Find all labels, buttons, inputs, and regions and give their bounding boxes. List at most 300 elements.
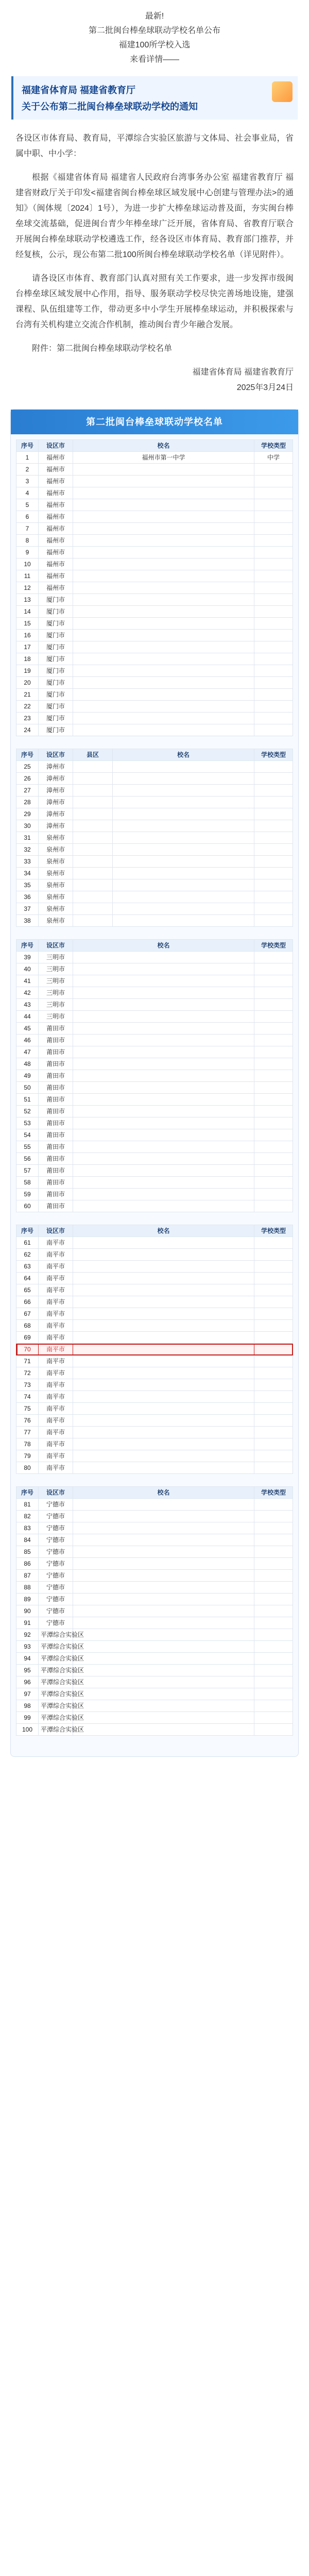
cell-seq: 71	[16, 1355, 39, 1367]
cell-city: 泉州市	[39, 844, 73, 856]
cell-city: 厦门市	[39, 724, 73, 736]
cell-city: 南平市	[39, 1296, 73, 1308]
cell-city: 三明市	[39, 987, 73, 999]
cell-city: 厦门市	[39, 713, 73, 724]
table-row	[16, 1641, 293, 1653]
cell-school	[73, 1676, 254, 1688]
cell-seq: 56	[16, 1153, 39, 1165]
cell-type	[254, 1511, 293, 1522]
table-row	[16, 1712, 293, 1724]
table-row	[16, 1165, 293, 1177]
cell-city: 泉州市	[39, 903, 73, 915]
header-type: 学校类型	[254, 1225, 293, 1237]
cell-school	[113, 761, 254, 773]
cell-school	[73, 1344, 254, 1355]
cell-school	[73, 1594, 254, 1605]
table-row	[16, 1046, 293, 1058]
cell-seq: 28	[16, 796, 39, 808]
cell-school	[73, 1379, 254, 1391]
cell-city: 福州市	[39, 558, 73, 570]
table-row	[16, 511, 293, 523]
cell-type	[254, 868, 293, 879]
cell-school	[73, 1284, 254, 1296]
cell-school	[113, 879, 254, 891]
cell-seq: 97	[16, 1688, 39, 1700]
cell-city: 泉州市	[39, 868, 73, 879]
cell-type	[254, 891, 293, 903]
cell-city: 漳州市	[39, 820, 73, 832]
cell-school	[73, 594, 254, 606]
table-row	[16, 1450, 293, 1462]
table-row	[16, 1153, 293, 1165]
cell-school	[73, 1070, 254, 1082]
table-row	[16, 1617, 293, 1629]
cell-seq: 61	[16, 1237, 39, 1249]
table-row	[16, 523, 293, 535]
cell-school	[73, 1700, 254, 1712]
cell-seq: 76	[16, 1415, 39, 1427]
cell-type	[254, 1427, 293, 1438]
cell-seq: 37	[16, 903, 39, 915]
cell-city: 莆田市	[39, 1058, 73, 1070]
cell-seq: 68	[16, 1320, 39, 1332]
cell-school	[73, 1237, 254, 1249]
cell-city: 莆田市	[39, 1046, 73, 1058]
cell-city: 泉州市	[39, 832, 73, 844]
cell-type	[254, 1534, 293, 1546]
cell-city: 宁德市	[39, 1534, 73, 1546]
table-row	[16, 464, 293, 476]
cell-school	[73, 1261, 254, 1273]
cell-type	[254, 1106, 293, 1117]
cell-school	[73, 1403, 254, 1415]
cell-city: 南平市	[39, 1355, 73, 1367]
table-row	[16, 999, 293, 1011]
table-row	[16, 1011, 293, 1023]
cell-city: 南平市	[39, 1320, 73, 1332]
cell-seq: 30	[16, 820, 39, 832]
table-row	[16, 487, 293, 499]
cell-city: 三明市	[39, 975, 73, 987]
cell-school	[73, 701, 254, 713]
cell-seq: 34	[16, 868, 39, 879]
table-row	[16, 1499, 293, 1511]
cell-school	[73, 1117, 254, 1129]
cell-city: 厦门市	[39, 618, 73, 630]
cell-seq: 74	[16, 1391, 39, 1403]
cell-county	[73, 879, 113, 891]
cell-school	[73, 689, 254, 701]
cell-city: 宁德市	[39, 1558, 73, 1570]
cell-seq: 4	[16, 487, 39, 499]
header-city: 设区市	[39, 440, 73, 452]
cell-county	[73, 773, 113, 785]
cell-seq: 22	[16, 701, 39, 713]
signature-org: 福建省体育局 福建省教育厅	[192, 368, 294, 377]
cell-city: 泉州市	[39, 856, 73, 868]
cell-seq: 73	[16, 1379, 39, 1391]
cell-city: 福州市	[39, 547, 73, 558]
cell-city: 宁德市	[39, 1605, 73, 1617]
cell-seq: 89	[16, 1594, 39, 1605]
table-row	[16, 1700, 293, 1712]
cell-city: 厦门市	[39, 701, 73, 713]
cell-type	[254, 987, 293, 999]
cell-type	[254, 1284, 293, 1296]
cell-school	[73, 1641, 254, 1653]
cell-type	[254, 1070, 293, 1082]
cell-school	[73, 677, 254, 689]
table-row	[16, 963, 293, 975]
table-row	[16, 1237, 293, 1249]
cell-type	[254, 1617, 293, 1629]
cell-school	[73, 1035, 254, 1046]
cell-seq: 70	[16, 1344, 39, 1355]
cell-seq: 67	[16, 1308, 39, 1320]
cell-seq: 8	[16, 535, 39, 547]
table-row	[16, 1141, 293, 1153]
table-row	[16, 641, 293, 653]
cell-city: 平潭综合实验区	[39, 1688, 73, 1700]
cell-type	[254, 1653, 293, 1665]
table-row	[16, 594, 293, 606]
cell-city: 南平市	[39, 1367, 73, 1379]
header-city: 设区市	[39, 1487, 73, 1499]
cell-type	[254, 1570, 293, 1582]
cell-type	[254, 796, 293, 808]
table-row	[16, 689, 293, 701]
cell-city: 福州市	[39, 570, 73, 582]
cell-school	[73, 464, 254, 476]
cell-school	[113, 785, 254, 796]
table-row	[16, 808, 293, 820]
cell-seq: 58	[16, 1177, 39, 1189]
cell-school	[73, 1558, 254, 1570]
table-row	[16, 1082, 293, 1094]
cell-city: 南平市	[39, 1438, 73, 1450]
cell-school	[73, 1094, 254, 1106]
cell-type	[254, 1450, 293, 1462]
table-row	[16, 653, 293, 665]
cell-city: 莆田市	[39, 1082, 73, 1094]
cell-type	[254, 713, 293, 724]
cell-seq: 50	[16, 1082, 39, 1094]
cell-type	[254, 879, 293, 891]
cell-school	[73, 1427, 254, 1438]
cell-school	[73, 1153, 254, 1165]
cell-school	[73, 487, 254, 499]
cell-seq: 33	[16, 856, 39, 868]
cell-county	[73, 785, 113, 796]
cell-type	[254, 1141, 293, 1153]
cell-seq: 54	[16, 1129, 39, 1141]
cell-school	[73, 606, 254, 618]
cell-city: 平潭综合实验区	[39, 1712, 73, 1724]
cell-type	[254, 641, 293, 653]
cell-seq: 10	[16, 558, 39, 570]
table-row	[16, 701, 293, 713]
table-row	[16, 1344, 293, 1355]
cell-seq: 98	[16, 1700, 39, 1712]
cell-type	[254, 487, 293, 499]
table-row	[16, 1284, 293, 1296]
cell-type	[254, 1415, 293, 1427]
table-row	[16, 724, 293, 736]
cell-school: 福州市第一中学	[73, 452, 254, 464]
cell-type	[254, 1546, 293, 1558]
cell-school	[73, 1296, 254, 1308]
cell-type	[254, 476, 293, 487]
table-row	[16, 1320, 293, 1332]
table-row	[16, 1296, 293, 1308]
school-table-4	[16, 1225, 293, 1474]
cell-seq: 44	[16, 1011, 39, 1023]
cell-city: 莆田市	[39, 1189, 73, 1200]
cell-type	[254, 1499, 293, 1511]
cell-city: 漳州市	[39, 808, 73, 820]
table-header-row	[16, 1225, 293, 1237]
cell-type	[254, 1391, 293, 1403]
cell-school	[73, 1391, 254, 1403]
cell-seq: 63	[16, 1261, 39, 1273]
banner-subtitle: 关于公布第二批闽台棒垒球联动学校的通知	[22, 101, 198, 112]
table-row	[16, 785, 293, 796]
signature-block	[0, 365, 309, 396]
school-table-2	[16, 749, 293, 927]
cell-type	[254, 1237, 293, 1249]
cell-type	[254, 558, 293, 570]
cell-type	[254, 1082, 293, 1094]
top-line-3: 福建100所学校入选	[118, 41, 191, 49]
cell-school	[73, 1688, 254, 1700]
cell-seq: 93	[16, 1641, 39, 1653]
cell-city: 莆田市	[39, 1106, 73, 1117]
cell-school	[73, 630, 254, 641]
table-row	[16, 547, 293, 558]
cell-city: 平潭综合实验区	[39, 1676, 73, 1688]
cell-city: 南平市	[39, 1344, 73, 1355]
table-row	[16, 1546, 293, 1558]
cell-city: 漳州市	[39, 761, 73, 773]
cell-school	[73, 1011, 254, 1023]
cell-city: 厦门市	[39, 677, 73, 689]
cell-seq: 90	[16, 1605, 39, 1617]
cell-type	[254, 1438, 293, 1450]
cell-type	[254, 701, 293, 713]
table-row	[16, 1511, 293, 1522]
cell-seq: 83	[16, 1522, 39, 1534]
header-type: 学校类型	[254, 1487, 293, 1499]
cell-seq: 66	[16, 1296, 39, 1308]
table-row	[16, 1200, 293, 1212]
cell-type	[254, 665, 293, 677]
table-row	[16, 1355, 293, 1367]
cell-type	[254, 499, 293, 511]
cell-city: 莆田市	[39, 1177, 73, 1189]
table-header-row	[16, 1487, 293, 1499]
cell-city: 泉州市	[39, 879, 73, 891]
cell-type	[254, 653, 293, 665]
cell-school	[113, 773, 254, 785]
cell-school	[73, 1653, 254, 1665]
cell-seq: 14	[16, 606, 39, 618]
cell-type	[254, 1200, 293, 1212]
school-list	[10, 409, 299, 1757]
cell-type: 中学	[254, 452, 293, 464]
cell-type	[254, 1724, 293, 1736]
header-seq: 序号	[16, 1487, 39, 1499]
table-row	[16, 1391, 293, 1403]
cell-type	[254, 1605, 293, 1617]
cell-city: 南平市	[39, 1273, 73, 1284]
table-row	[16, 1308, 293, 1320]
cell-seq: 84	[16, 1534, 39, 1546]
cell-type	[254, 511, 293, 523]
cell-city: 平潭综合实验区	[39, 1629, 73, 1641]
table-row	[16, 856, 293, 868]
cell-school	[73, 1462, 254, 1474]
cell-city: 南平市	[39, 1427, 73, 1438]
table-row	[16, 1676, 293, 1688]
table-row	[16, 665, 293, 677]
cell-type	[254, 1117, 293, 1129]
cell-school	[73, 1332, 254, 1344]
cell-seq: 82	[16, 1511, 39, 1522]
table-row	[16, 1438, 293, 1450]
cell-type	[254, 1582, 293, 1594]
table-row	[16, 570, 293, 582]
cell-type	[254, 1189, 293, 1200]
cell-school	[73, 1617, 254, 1629]
cell-school	[73, 1665, 254, 1676]
cell-type	[254, 1320, 293, 1332]
cell-type	[254, 523, 293, 535]
cell-type	[254, 975, 293, 987]
cell-seq: 1	[16, 452, 39, 464]
table-row	[16, 1106, 293, 1117]
cell-school	[73, 1141, 254, 1153]
cell-seq: 47	[16, 1046, 39, 1058]
cell-school	[73, 511, 254, 523]
cell-seq: 81	[16, 1499, 39, 1511]
table-row	[16, 773, 293, 785]
cell-city: 福州市	[39, 464, 73, 476]
cell-school	[113, 903, 254, 915]
cell-school	[73, 1023, 254, 1035]
cell-city: 莆田市	[39, 1141, 73, 1153]
table-header-row	[16, 440, 293, 452]
cell-seq: 75	[16, 1403, 39, 1415]
table-row	[16, 1058, 293, 1070]
cell-type	[254, 773, 293, 785]
school-table-section-4	[11, 1219, 298, 1474]
cell-city: 南平市	[39, 1391, 73, 1403]
cell-city: 宁德市	[39, 1582, 73, 1594]
table-row	[16, 975, 293, 987]
table-row	[16, 1367, 293, 1379]
school-table-section-3	[11, 934, 298, 1212]
cell-type	[254, 1035, 293, 1046]
cell-school	[73, 1165, 254, 1177]
paragraph-4: 附件：第二批闽台棒垒球联动学校名单	[32, 344, 173, 353]
cell-city: 厦门市	[39, 689, 73, 701]
cell-type	[254, 844, 293, 856]
cell-school	[113, 891, 254, 903]
cell-school	[73, 975, 254, 987]
cell-city: 漳州市	[39, 796, 73, 808]
table-row	[16, 1582, 293, 1594]
cell-county	[73, 808, 113, 820]
cell-type	[254, 820, 293, 832]
cell-school	[113, 844, 254, 856]
cell-city: 南平市	[39, 1450, 73, 1462]
cell-school	[73, 1450, 254, 1462]
table-row	[16, 1035, 293, 1046]
cell-seq: 3	[16, 476, 39, 487]
cell-seq: 99	[16, 1712, 39, 1724]
cell-type	[254, 1367, 293, 1379]
cell-type	[254, 1594, 293, 1605]
cell-type	[254, 677, 293, 689]
cell-type	[254, 903, 293, 915]
cell-type	[254, 1273, 293, 1284]
cell-type	[254, 1296, 293, 1308]
cell-school	[73, 1629, 254, 1641]
cell-type	[254, 724, 293, 736]
cell-city: 宁德市	[39, 1570, 73, 1582]
cell-type	[254, 689, 293, 701]
cell-school	[73, 1546, 254, 1558]
cell-city: 三明市	[39, 999, 73, 1011]
paragraph-2: 根据《福建省体育局 福建省人民政府台湾事务办公室 福建省教育厅 福建省财政厅关于印发<福建省闽台棒垒球区域发展中心创建与管理办法>的通知》（闽体规〔2024〕1号），为进一步扩大棒垒球运动普及面，夯实闽台棒垒球交流基础，促进闽台青少年棒垒球广泛开展，省体育局、省教育厅联合开展闽台棒垒球联动学校遴选工作，经各设区市体育局、教育部门推荐，并经复核，公示，现公布第二批100所闽台棒垒球联动学校名单（详见附件）。	[15, 173, 294, 259]
table-row	[16, 1403, 293, 1415]
cell-seq: 6	[16, 511, 39, 523]
cell-school	[73, 1189, 254, 1200]
cell-seq: 79	[16, 1450, 39, 1462]
cell-seq: 96	[16, 1676, 39, 1688]
cell-city: 莆田市	[39, 1117, 73, 1129]
cell-city: 宁德市	[39, 1594, 73, 1605]
cell-type	[254, 1308, 293, 1320]
cell-seq: 55	[16, 1141, 39, 1153]
header-city: 设区市	[39, 940, 73, 952]
cell-seq: 78	[16, 1438, 39, 1450]
header-type: 学校类型	[254, 940, 293, 952]
table-row	[16, 606, 293, 618]
cell-type	[254, 1676, 293, 1688]
cell-type	[254, 1355, 293, 1367]
cell-school	[113, 856, 254, 868]
cell-seq: 43	[16, 999, 39, 1011]
table-row	[16, 1117, 293, 1129]
cell-type	[254, 761, 293, 773]
cell-school	[73, 1058, 254, 1070]
header-seq: 序号	[16, 1225, 39, 1237]
cell-county	[73, 832, 113, 844]
cell-city: 泉州市	[39, 891, 73, 903]
cell-seq: 48	[16, 1058, 39, 1070]
header-school: 校名	[73, 1225, 254, 1237]
header-school: 校名	[73, 1487, 254, 1499]
cell-school	[113, 796, 254, 808]
cell-school	[113, 820, 254, 832]
cell-seq: 31	[16, 832, 39, 844]
cell-type	[254, 856, 293, 868]
cell-type	[254, 785, 293, 796]
cell-seq: 92	[16, 1629, 39, 1641]
cell-type	[254, 1332, 293, 1344]
cell-school	[73, 1273, 254, 1284]
